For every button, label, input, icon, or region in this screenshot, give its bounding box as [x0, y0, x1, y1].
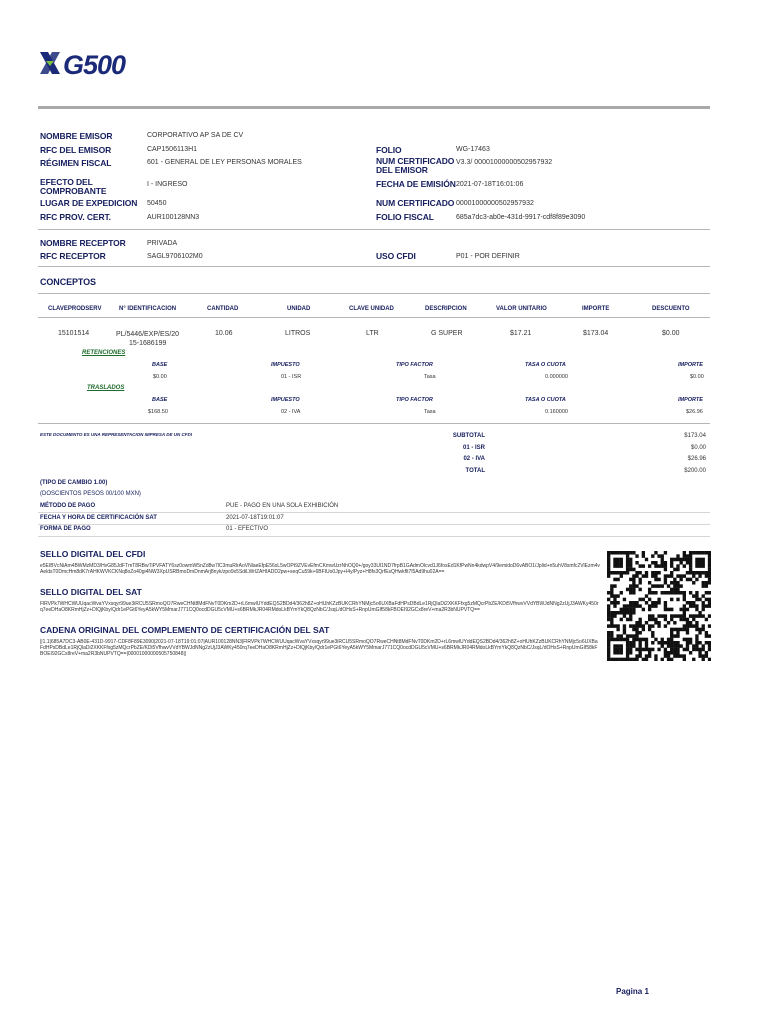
regimen-fiscal-value: 601 - GENERAL DE LEY PERSONAS MORALES: [147, 159, 302, 166]
row-descripcion: G SUPER: [431, 330, 463, 337]
cfdi-legend: ESTE DOCUMENTO ES UNA REPRESENTACION IMPRESA DE UN CFDI: [40, 432, 193, 437]
tras-header-importe: IMPORTE: [678, 397, 703, 403]
tras-tasa: 0.160000: [545, 409, 568, 415]
col-claveprodserv: CLAVEPRODSERV: [48, 306, 102, 312]
retenciones-label: RETENCIONES: [82, 350, 126, 356]
tras-header-tasa: TASA O CUOTA: [525, 397, 566, 403]
num-certificado-value: 00001000000502957932: [456, 200, 534, 207]
ret-importe: $0.00: [690, 374, 704, 380]
tras-header-impuesto: IMPUESTO: [271, 397, 300, 403]
col-valor-unitario: VALOR UNITARIO: [496, 306, 547, 312]
num-cert-emisor-label-line1: NUM CERTIFICADO: [376, 156, 455, 166]
page-number: Pagina 1: [616, 987, 649, 996]
row-descuento: $0.00: [662, 330, 680, 337]
folio-fiscal-value: 685a7dc3-ab0e-431d-9917-cdf8f89e3090: [456, 214, 586, 221]
fecha-certificacion-label: FECHA Y HORA DE CERTIFICACIÓN SAT: [40, 515, 157, 521]
subtotal-label: SUBTOTAL: [452, 433, 485, 439]
col-importe: IMPORTE: [582, 306, 610, 312]
rfc-emisor-label: RFC DEL EMISOR: [40, 145, 112, 155]
num-cert-emisor-label: [376, 157, 454, 175]
tras-importe: $26.96: [686, 409, 703, 415]
iva-label: 02 - IVA: [463, 456, 485, 462]
traslados-label: TRASLADOS: [87, 385, 125, 391]
row-clave: 15101514: [58, 330, 90, 337]
receptor-divider: [38, 266, 710, 267]
col-unidad: UNIDAD: [287, 306, 311, 312]
row-identificacion: [116, 330, 179, 348]
g500-mark-icon: [38, 50, 62, 76]
tras-impuesto: 02 - IVA: [281, 409, 301, 415]
emisor-divider: [38, 229, 710, 230]
ret-base: $0.00: [153, 374, 167, 380]
row-cantidad: 10.06: [215, 330, 233, 337]
tras-tipo-factor: Tasa: [424, 409, 436, 415]
importe-letra: (DOSCIENTOS PESOS 00/100 MXN): [40, 491, 141, 497]
row-unidad: LITROS: [285, 330, 311, 337]
cadena-original-text: ||1.1|685A7DC3-AB0E-431D-9917-CDF8F89E3090|2021-07-18T19:01:07|AUR100128NN3|FlRVPk7WHCWUUqacWvaYVxsqyr99ue3iRCU5SRmoQO7RweCHNt8MdFNvT0DKm2D+rL6mwlUYddEQS2BDd4/362h8Z+oHUhKZzBUKCRhYNMjc5o6UXBaFdHPsDBdLe1RjQlaDi2XKKFfxg5zMQcrPbZE/KDi5VfhwvVVdYBWJdNNg2zUjJ3AWKy450rq7eeDHaO8KRmHjZz+DIQjKby/Qdr1ePGt6YeyA5kWY5MmarJ771CQ0ocdDGU5cVMU+s6BRMkJR04RMdoLkBYmYkQ8QzNbC/JsqL/dOHsS+RnpUmGIf58kFBOEI92GCx8reV+ma2R3bNUPVTQ==|00001000000505750848||: [40, 639, 598, 657]
tipo-cambio: (TIPO DE CAMBIO 1.00): [40, 480, 108, 486]
ret-header-tipo-factor: TIPO FACTOR: [396, 362, 433, 368]
efecto-comprobante-label: [40, 178, 106, 196]
metodo-pago-label: MÉTODO DE PAGO: [40, 503, 96, 509]
rfc-prov-cert-label: RFC PROV. CERT.: [40, 212, 111, 222]
rfc-receptor-label: RFC RECEPTOR: [40, 251, 106, 261]
rfc-receptor-value: SAGL9706102M0: [147, 253, 203, 260]
fecha-emision-label: FECHA DE EMISIÓN: [376, 179, 456, 189]
meta-divider-1: [38, 512, 710, 513]
cadena-original-title: CADENA ORIGINAL DEL COMPLEMENTO DE CERTIFICACIÓN DEL SAT: [40, 625, 330, 635]
col-descripcion: DESCRIPCION: [425, 306, 467, 312]
col-identificacion: N° IDENTIFICACION: [119, 306, 177, 312]
total-value: $200.00: [684, 468, 706, 474]
forma-pago-label: FORMA DE PAGO: [40, 526, 91, 532]
rfc-emisor-value: CAP1506113H1: [147, 146, 198, 153]
sello-sat-title: SELLO DIGITAL DEL SAT: [40, 587, 142, 597]
meta-divider-3: [38, 536, 710, 537]
efecto-label-line1: EFECTO DEL: [40, 177, 93, 187]
num-certificado-label: NUM CERTIFICADO: [376, 198, 455, 208]
sello-sat-text: FlRVPk7WHCWUUqacWvaYVxsqyr99ue3iRCU5SRmoQO7RweCHNt8MdFNvT0DKm2D+rL6mwlUYddEQS2BDd4/362h8Z+oHUhKZzBUKCRhYNMjc5o6UXBaFdHPsDBdLe1RjQlaDi2XKKFfxg5zMQcrPbZE/KDi5VfhwvVVdYBWJdNNg2zUjJ3AWKy450rq7eeDHaO8KRmHjZz+DIQjKby/Qdr1ePGt6YeyA5kWY5MmarJ771CQ0ocdDGU5cVMU+s6BRMkJR04RMdoLkBYmYkQ8QzNbC/JsqL/dOHsS+RnpUmGIf58kFBOEI92GCx8reV+ma2R3bNUPVTQ==: [40, 601, 599, 613]
folio-fiscal-label: FOLIO FISCAL: [376, 212, 434, 222]
iva-value: $26.96: [687, 456, 706, 462]
uso-cfdi-value: P01 - POR DEFINIR: [456, 253, 520, 260]
ret-header-tasa: TASA O CUOTA: [525, 362, 566, 368]
lugar-expedicion-label: LUGAR DE EXPEDICION: [40, 198, 138, 208]
nombre-receptor-value: PRIVADA: [147, 240, 178, 247]
regimen-fiscal-label: RÉGIMEN FISCAL: [40, 158, 112, 168]
efecto-label-line2: COMPROBANTE: [40, 186, 107, 196]
row-id-line2: 15-1686199: [129, 340, 167, 347]
brand-wordmark: G500: [63, 50, 126, 80]
isr-value: $0.00: [690, 445, 706, 451]
ret-header-base: BASE: [152, 362, 168, 368]
total-label: TOTAL: [465, 468, 485, 474]
fecha-emision-value: 2021-07-18T16:01:06: [456, 181, 524, 188]
fecha-certificacion-value: 2021-07-18T19:01:07: [226, 515, 284, 521]
tras-header-base: BASE: [152, 397, 168, 403]
folio-value: WG-17463: [456, 146, 490, 153]
row-importe: $173.04: [583, 330, 609, 337]
row-clave-unidad: LTR: [366, 330, 379, 337]
sello-cfdi-text: e5EIBVcNiAm4BWMzMD3/HvG85JdFTmT8RBwTiPVFATY6sz0owmW5nZd8w7lC3muRlrAoVNlaeEfpE56xL5wOPt9ZVEvEfmCKmwUzrNhOQ0+/goy33Ul1ND7frpB1GAdmOlcvd1J6fosEd1KfPwNn4kdwpV4/9emidoD6vABO1/Jplid+n5uhV8smfc2VlEzm4vAeldsT0DmcHm8dK7rAHKWVKCKNq8oZo40gi4NW3XpUSRBmoDmDnmArj8nyk/zpo9x5SdiLWrlZAHIADD2pw+seqCu59k+6BFIUo0Jpy+I4y/Pyz+H8fs3QrfEsQHwkflt7l5Ad9hu02A==: [40, 563, 600, 575]
subtotal-value: $173.04: [684, 433, 706, 439]
col-cantidad: CANTIDAD: [207, 306, 239, 312]
row-id-line1: PL/5446/EXP/ES/20: [116, 331, 180, 338]
num-cert-emisor-value: V3.3/ 00001000000502957932: [456, 159, 553, 166]
isr-label: 01 - ISR: [462, 445, 485, 451]
lugar-expedicion-value: 50450: [147, 200, 167, 207]
ret-tipo-factor: Tasa: [424, 374, 436, 380]
ret-header-importe: IMPORTE: [678, 362, 703, 368]
header-divider: [38, 106, 710, 109]
table-header-divider: [38, 317, 710, 318]
col-descuento: DESCUENTO: [652, 306, 690, 312]
nombre-emisor-value: CORPORATIVO AP SA DE CV: [147, 132, 244, 139]
num-cert-emisor-label-line2: DEL EMISOR: [376, 165, 428, 175]
folio-label: FOLIO: [376, 145, 402, 155]
forma-pago-value: 01 - EFECTIVO: [226, 526, 269, 532]
meta-divider-2: [38, 524, 710, 525]
tras-header-tipo-factor: TIPO FACTOR: [396, 397, 433, 403]
efecto-comprobante-value: I - INGRESO: [147, 181, 188, 188]
uso-cfdi-label: USO CFDI: [376, 251, 416, 261]
rfc-prov-cert-value: AUR100128NN3: [147, 214, 200, 221]
concept-bottom-divider: [38, 423, 710, 424]
metodo-pago-value: PUE - PAGO EN UNA SOLA EXHIBICIÓN: [226, 503, 339, 509]
nombre-receptor-label: NOMBRE RECEPTOR: [40, 238, 126, 248]
row-valor-unitario: $17.21: [510, 330, 532, 337]
qr-code-icon: [607, 551, 711, 661]
conceptos-title: CONCEPTOS: [40, 277, 96, 287]
ret-tasa: 0.000000: [545, 374, 568, 380]
sello-cfdi-title: SELLO DIGITAL DEL CFDI: [40, 549, 146, 559]
col-clave-unidad: CLAVE UNIDAD: [349, 306, 394, 312]
ret-impuesto: 01 - ISR: [281, 374, 302, 380]
conceptos-divider: [38, 293, 710, 294]
qr-code: [607, 551, 711, 661]
company-logo: [38, 50, 148, 84]
nombre-emisor-label: NOMBRE EMISOR: [40, 131, 113, 141]
ret-header-impuesto: IMPUESTO: [271, 362, 300, 368]
tras-base: $168.50: [148, 409, 168, 415]
